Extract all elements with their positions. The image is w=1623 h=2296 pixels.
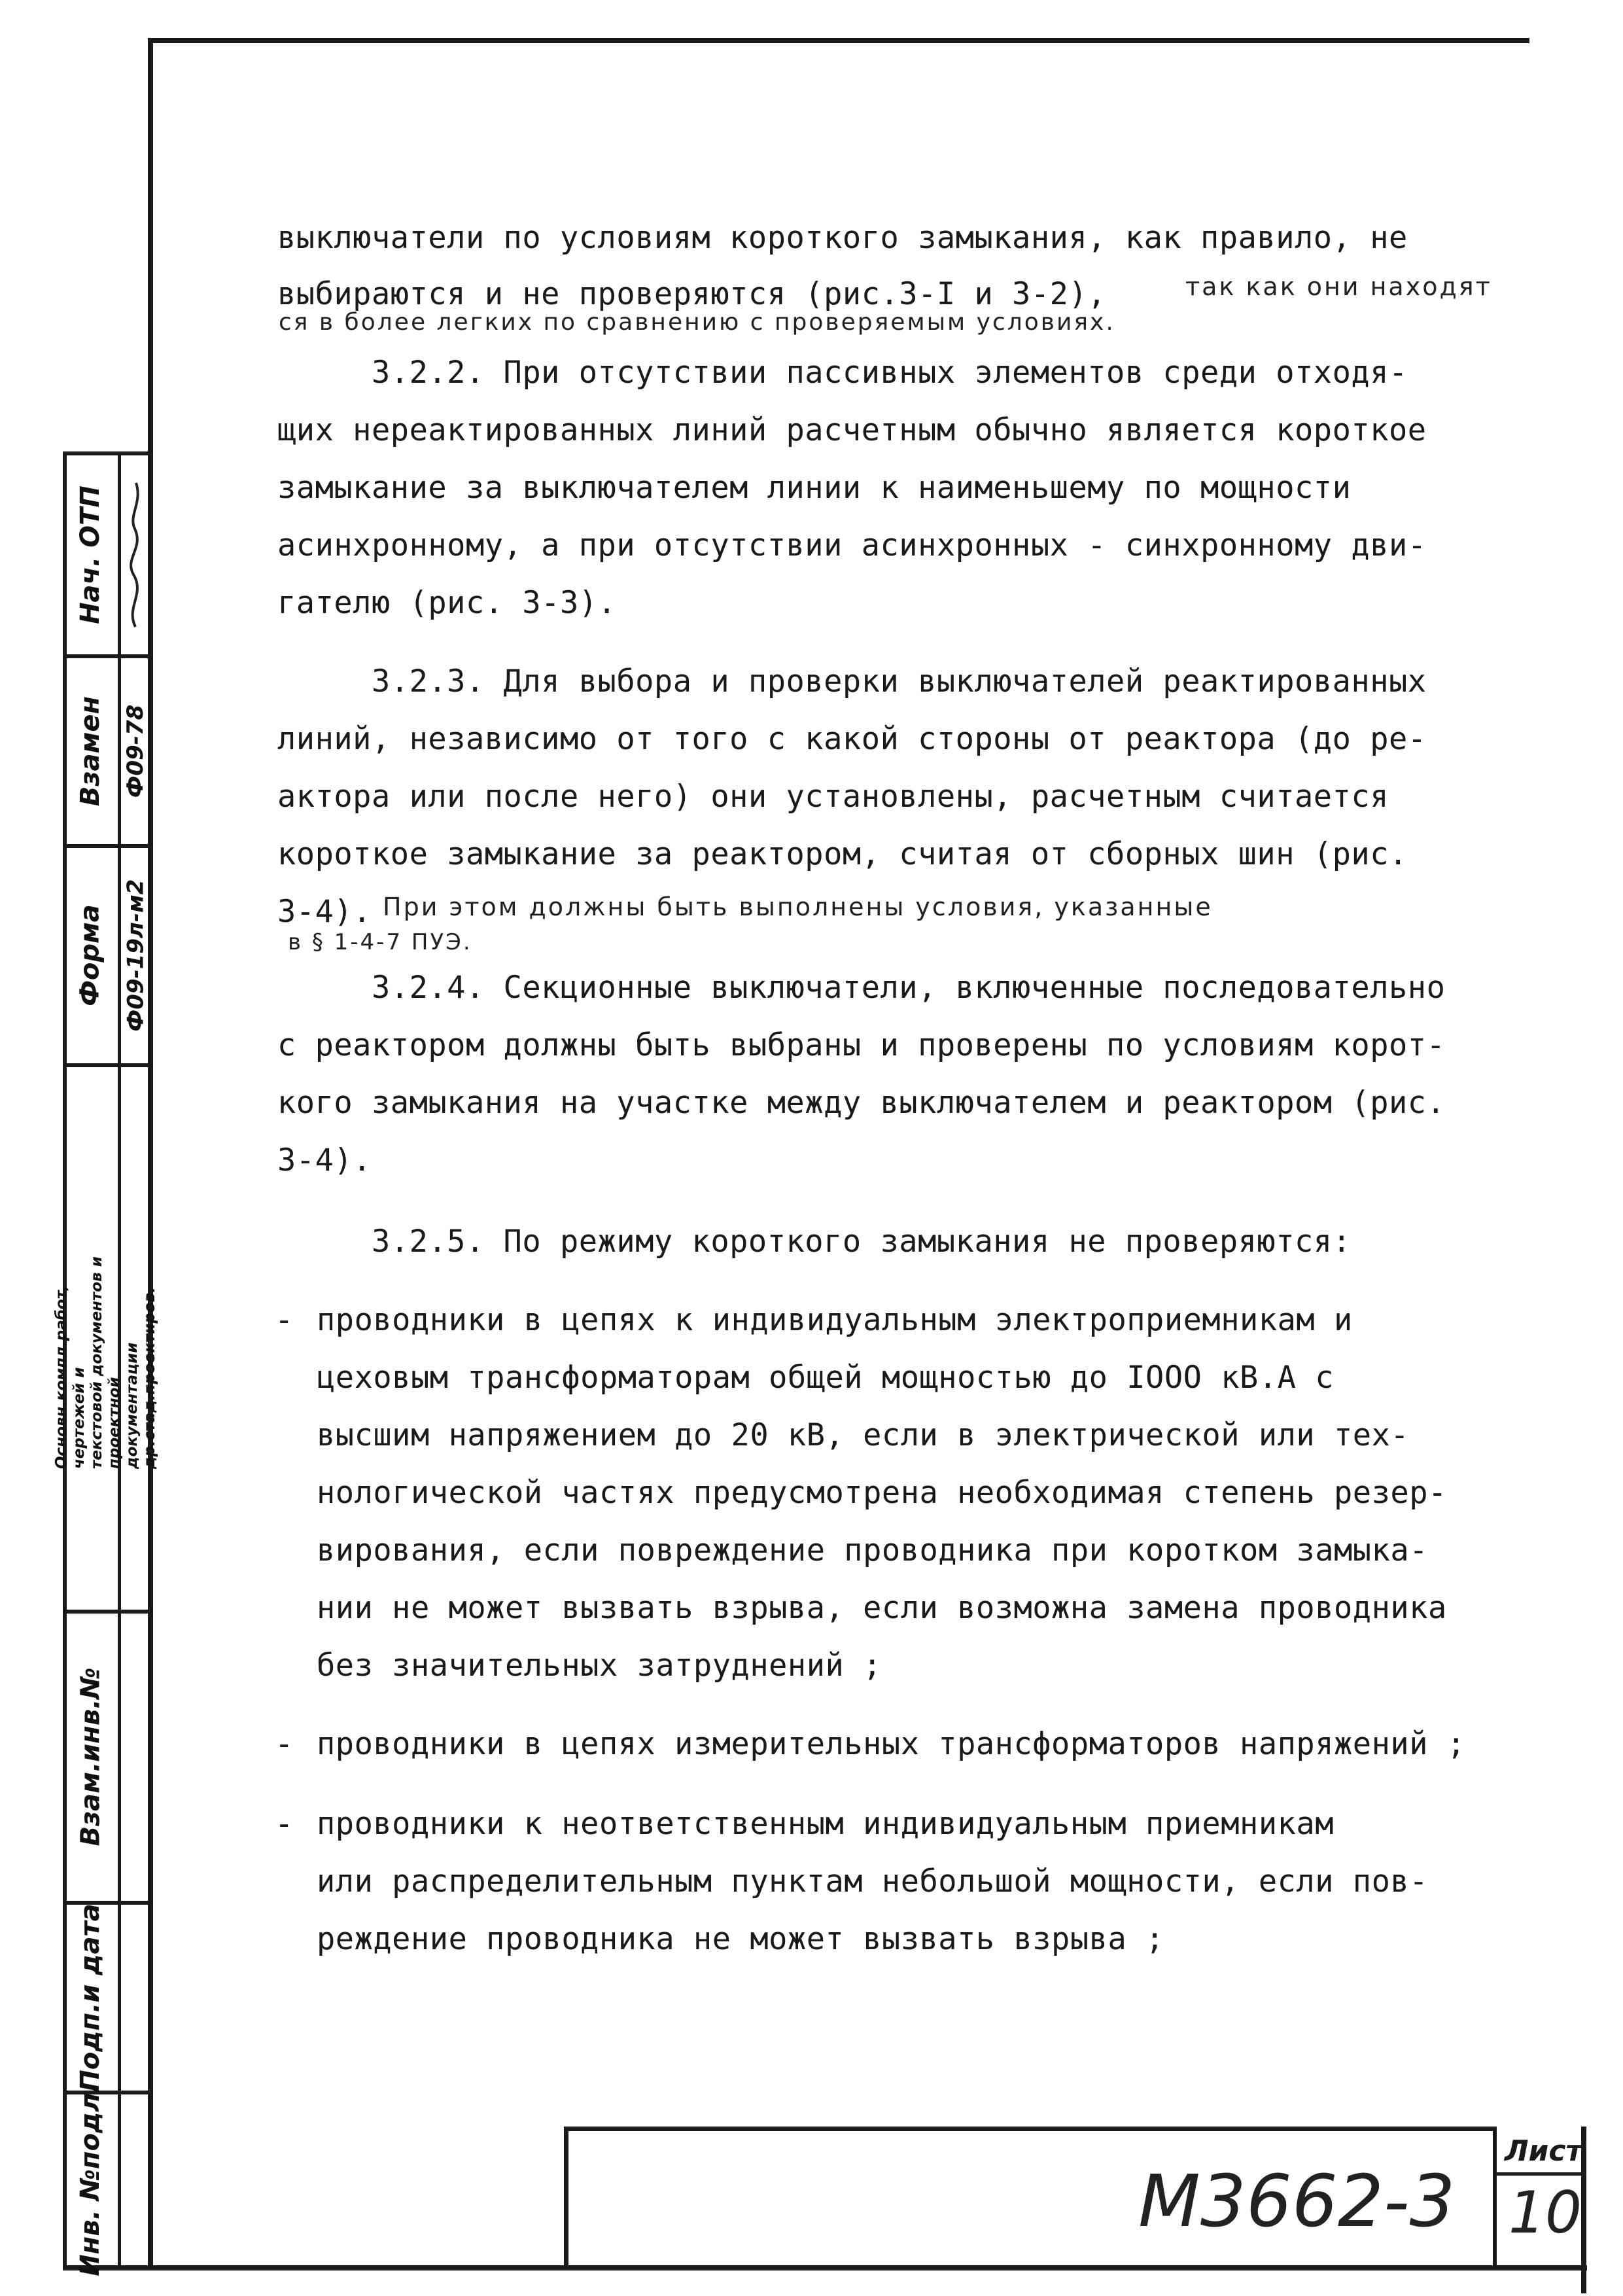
sheet-label: Лист	[1505, 2134, 1582, 2168]
bullet3-line: или распределительным пунктам небольшой мощности, если пов-	[317, 1863, 1428, 1899]
p324-line: кого замыкания на участке между выключателем и реактором (рис.	[277, 1085, 1446, 1121]
p324-line: 3.2.4. Секционные выключатели, включенные последовательно	[277, 970, 1446, 1006]
stamp-value-forma: Ф09-19л-м2	[122, 879, 149, 1032]
bullet-mark: -	[275, 1302, 294, 1338]
bullet-mark: -	[275, 1806, 294, 1842]
p323-handwritten-1: При этом должны быть выполнены условия, указанные	[383, 892, 1213, 921]
stamp-label-nach-otp: Нач. ОТП	[75, 485, 106, 624]
p322-line: замыкание за выключателем линии к наименьшему по мощности	[277, 470, 1352, 506]
bullet-mark: -	[275, 1726, 294, 1762]
bullet1-line: высшим напряжением до 20 кВ, если в электрической или тех-	[317, 1417, 1410, 1453]
bullet3-line: проводники к неответственным индивидуальным приемникам	[317, 1806, 1335, 1842]
stamp-label-forma: Форма	[75, 904, 105, 1006]
stamp-value-vzamen: Ф09-78	[122, 704, 148, 798]
p324-line: 3-4).	[277, 1142, 372, 1178]
p324-line: с реактором должны быть выбраны и проверены по условиям корот-	[277, 1027, 1446, 1063]
p323-handwritten-2: в § 1-4-7 ПУЭ.	[288, 929, 472, 955]
frame-top-line	[152, 38, 1529, 43]
stamp-label-vzamen: Взамен	[75, 696, 105, 806]
para1-line1: выключатели по условиям короткого замыкания, как правило, не	[277, 220, 1408, 256]
paragraph-3-2-5: 3.2.5. По режиму короткого замыкания не проверяются:	[277, 1224, 1352, 1260]
para1-handwritten-2: ся в более легких по сравнению с проверяемым условиях.	[279, 309, 1115, 336]
stamp-label-podp-data: Подп.и дата	[75, 1903, 105, 2092]
stamp-value-nach-otp-signature	[119, 455, 152, 654]
p322-line: 3.2.2. При отсутствии пассивных элементов среди отходя-	[277, 355, 1408, 391]
signature-icon	[119, 476, 152, 633]
stamp-label-vzam-inv: Взам.инв.№	[75, 1667, 106, 1846]
sheet-cell-divider	[1497, 2172, 1582, 2176]
bullet1-line: нии не может вызвать взрыва, если возможна замена проводника	[317, 1590, 1447, 1626]
para1-line2: выбираются и не проверяются (рис.3-I и 3-2),	[277, 276, 1107, 312]
document-number: М3662-3	[1138, 2159, 1456, 2243]
stamp-label-osnovn-kompl: Основн.компл.работ, чертежей и текстовой документов и проектной документации др.стад.проектиров.	[53, 1256, 158, 1469]
bullet1-line: нологической частях предусмотрена необходимая степень резер-	[317, 1475, 1447, 1511]
bullet2-line: проводники в цепях измерительных трансформаторов напряжений ;	[317, 1726, 1466, 1762]
p323-line: короткое замыкание за реактором, считая от сборных шин (рис.	[277, 836, 1408, 872]
title-block-divider	[1493, 2127, 1497, 2270]
p323-line: 3-4).	[277, 894, 372, 930]
p322-line: щих нереактированных линий расчетным обычно является короткое	[277, 412, 1427, 448]
stamp-label-inv-podl: Инв. №подл.	[75, 2083, 105, 2276]
p323-line: линий, независимо от того с какой стороны от реактора (до ре-	[277, 721, 1427, 757]
p322-line: гателю (рис. 3-3).	[277, 585, 617, 621]
bullet1-line: цеховым трансформаторам общей мощностью до IOOO кВ.А с	[317, 1360, 1335, 1396]
sheet-number: 10	[1509, 2179, 1582, 2246]
para1-handwritten-1: так как они находят	[1185, 272, 1492, 301]
p323-line: 3.2.3. Для выбора и проверки выключателей реактированных	[277, 663, 1427, 699]
bullet3-line: реждение проводника не может вызвать взрыва ;	[317, 1921, 1164, 1957]
p322-line: асинхронному, а при отсутствии асинхронных - синхронному дви-	[277, 527, 1427, 563]
p323-line: актора или после него) они установлены, расчетным считается	[277, 779, 1389, 815]
bullet1-line: вирования, если повреждение проводника при коротком замыка-	[317, 1532, 1428, 1568]
bullet1-line: без значительных затруднений ;	[317, 1648, 882, 1684]
bullet1-line: проводники в цепях к индивидуальным электроприемникам и	[317, 1302, 1353, 1338]
